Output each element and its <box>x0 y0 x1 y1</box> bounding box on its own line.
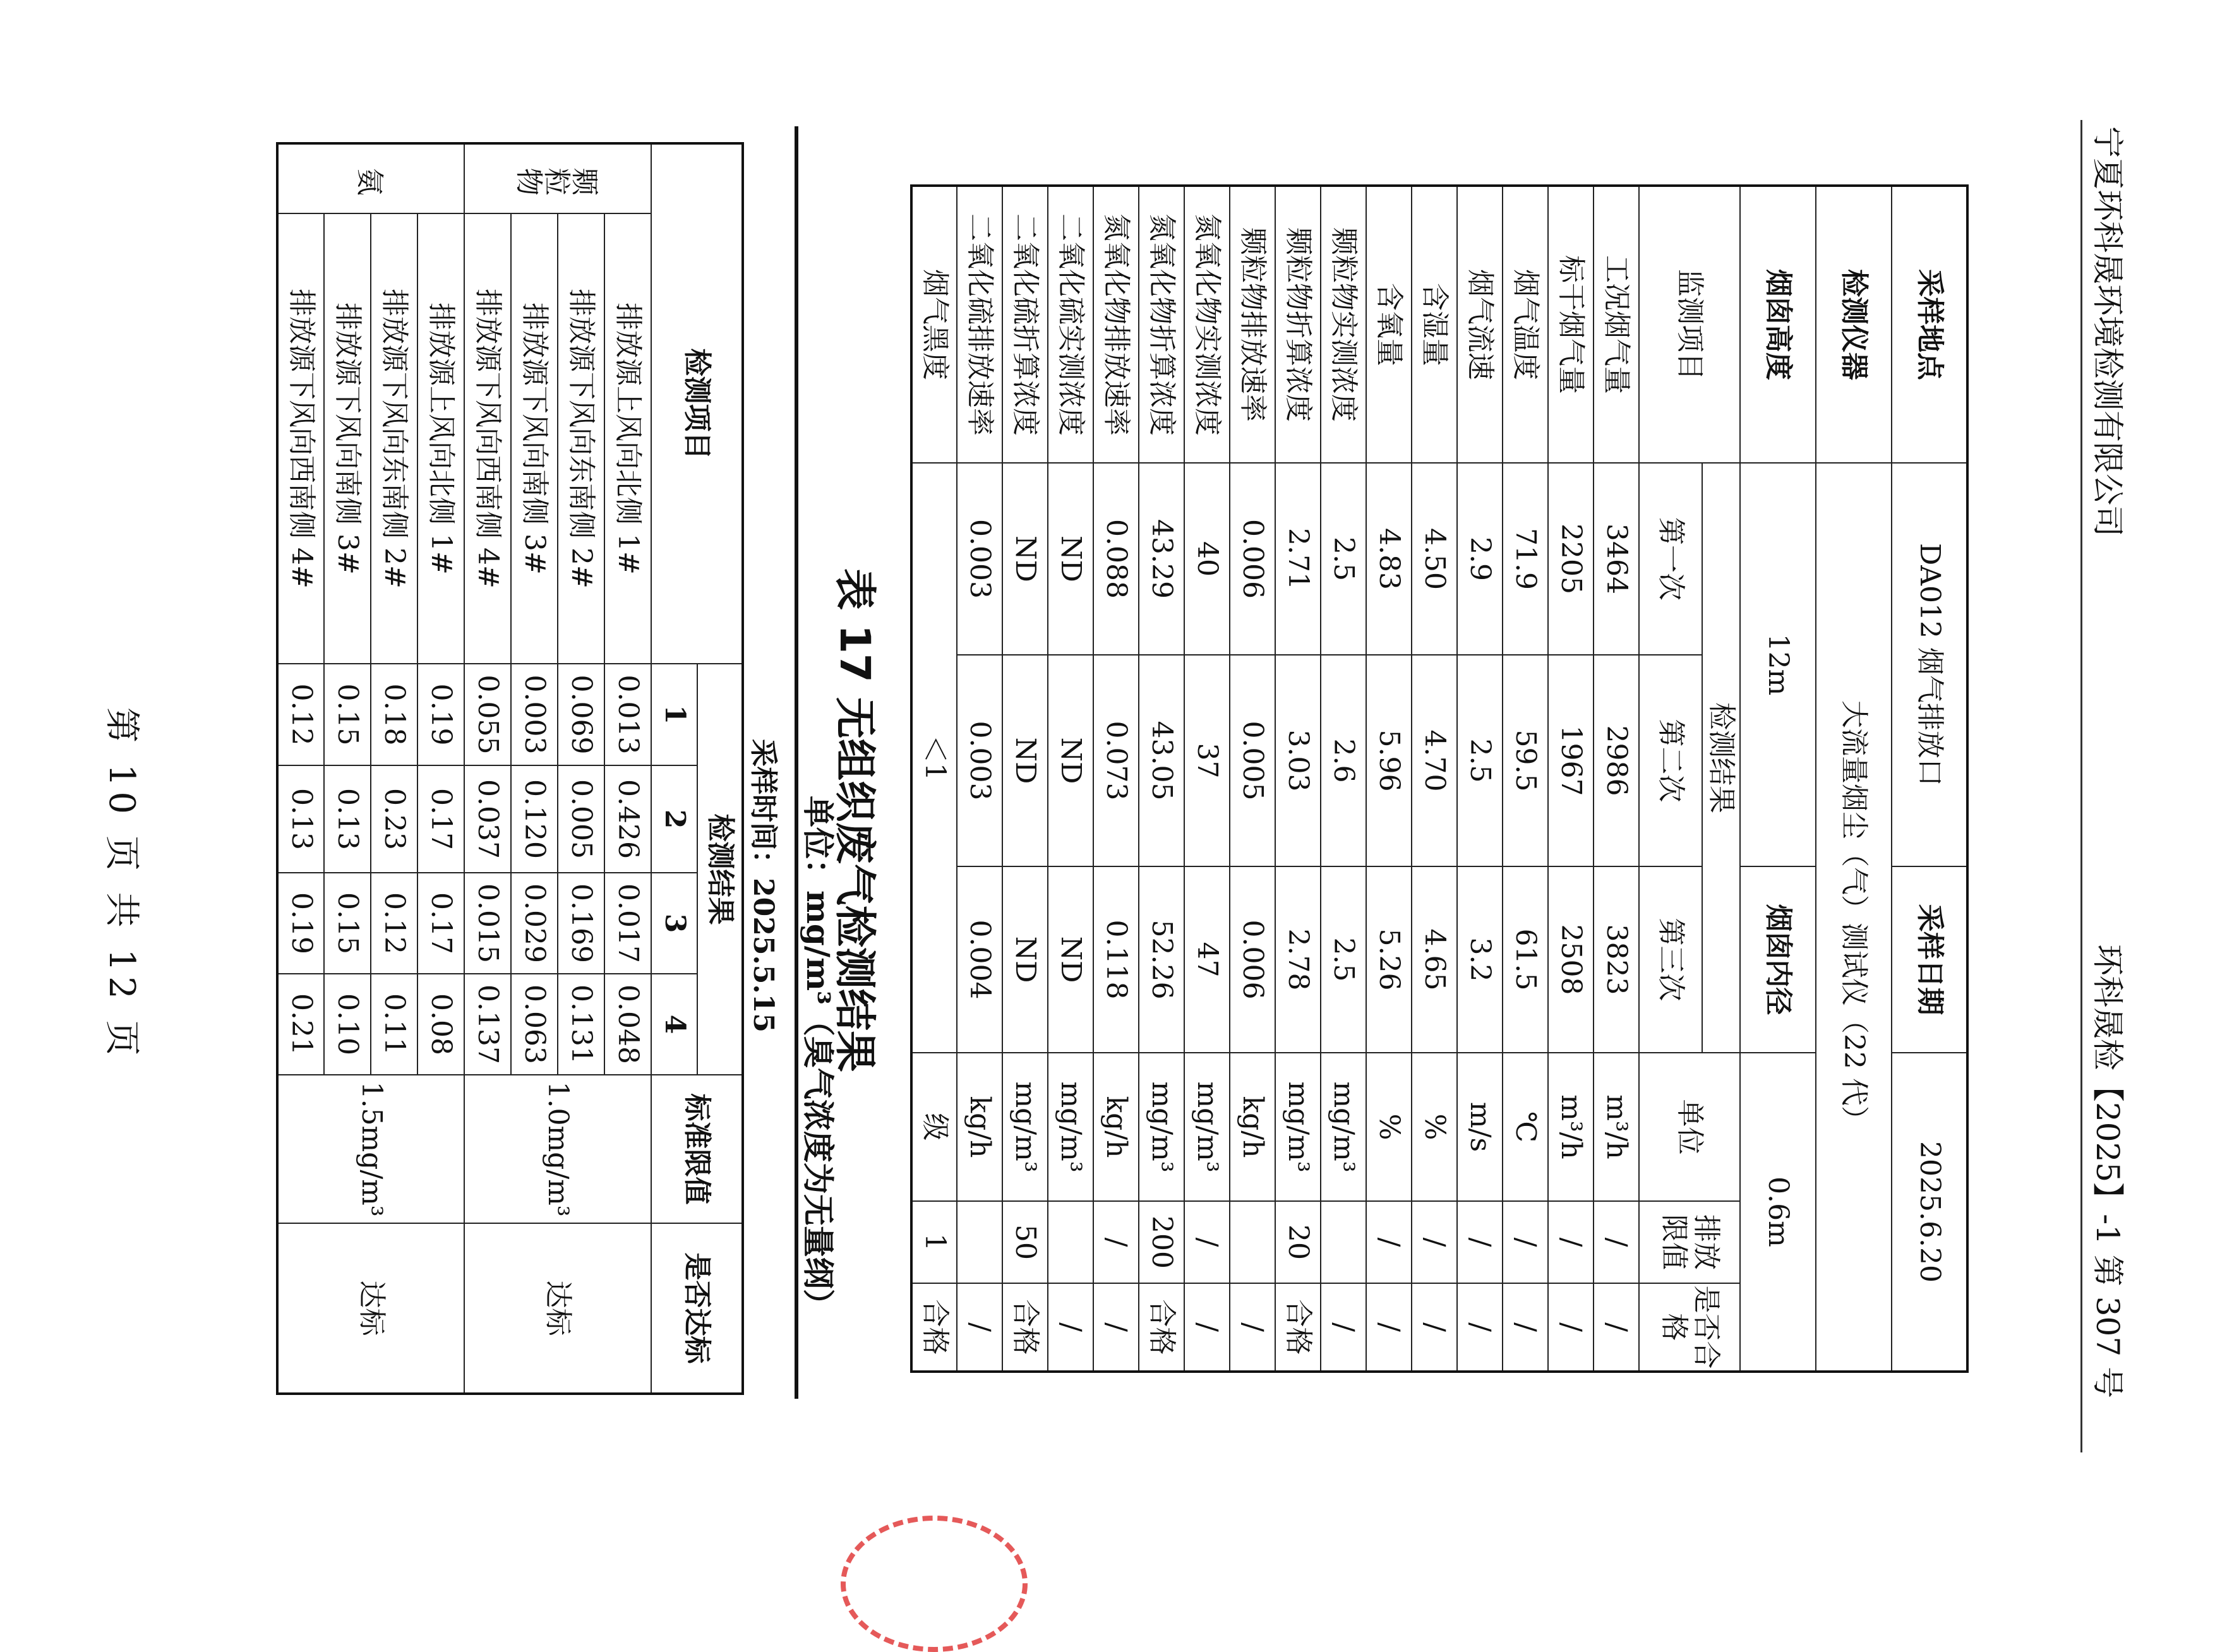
instrument-value: 大流量烟尘（气）测试仪（22 代） <box>1816 463 1892 1372</box>
run2-cell: 1967 <box>1548 655 1594 866</box>
t17-header-pass: 是否达标 <box>651 1223 743 1394</box>
pass-cell: 合格 <box>1002 1283 1048 1372</box>
table-row <box>1275 186 1321 1372</box>
pass-cell: / <box>1321 1283 1366 1372</box>
pass-cell: / <box>1230 1283 1275 1372</box>
run2-cell: 3.03 <box>1275 655 1321 866</box>
run1-cell: 4.83 <box>1366 463 1412 655</box>
run2-cell: 0.073 <box>1093 655 1139 866</box>
pass-cell: / <box>1412 1283 1457 1372</box>
value-cell: 0.10 <box>324 974 371 1075</box>
table-row <box>1184 186 1230 1372</box>
header-run1: 第一次 <box>1639 463 1702 655</box>
run2-cell: 2986 <box>1594 655 1639 866</box>
limit-cell: 20 <box>1275 1201 1321 1283</box>
value-cell: 0.017 <box>604 873 651 974</box>
table-row <box>911 186 957 1372</box>
header-run2: 第二次 <box>1639 655 1702 866</box>
value-cell: 0.23 <box>371 765 417 873</box>
report-number: 环科晟检【2025】-1 第 307 号 <box>2089 944 2126 1399</box>
site-label: 采样地点 <box>1892 186 1967 463</box>
item-cell: 二氧化硫实测浓度 <box>1048 186 1093 463</box>
run3-cell: ND <box>1002 866 1048 1053</box>
point-cell: 排放源下风向西南侧 4# <box>277 213 324 664</box>
value-cell: 0.19 <box>277 873 324 974</box>
run1-cell: 2.71 <box>1275 463 1321 655</box>
point-cell: 排放源下风向东南侧 2# <box>371 213 417 664</box>
point-cell: 排放源下风向东南侧 2# <box>558 213 604 664</box>
run3-cell: 47 <box>1184 866 1230 1053</box>
date-value: 2025.6.20 <box>1892 1053 1967 1372</box>
point-cell: 排放源下风向西南侧 4# <box>464 213 511 664</box>
unit-cell: mg/m³ <box>1048 1053 1093 1201</box>
unit-cell: kg/h <box>1093 1053 1139 1201</box>
unit-cell: m/s <box>1457 1053 1503 1201</box>
table-row <box>417 143 464 1394</box>
limit-cell <box>1048 1201 1093 1283</box>
run3-cell: 3823 <box>1594 866 1639 1053</box>
run3-cell: 61.5 <box>1503 866 1548 1053</box>
value-cell: 0.048 <box>604 974 651 1075</box>
run3-cell: 0.118 <box>1093 866 1139 1053</box>
item-cell: 含湿量 <box>1412 186 1457 463</box>
unit-cell: m³/h <box>1594 1053 1639 1201</box>
value-cell: 0.08 <box>417 974 464 1075</box>
run3-cell: ND <box>1048 866 1093 1053</box>
diameter-value: 0.6m <box>1740 1053 1816 1372</box>
t17-header-limit: 标准限值 <box>651 1075 743 1223</box>
pass-cell: / <box>1048 1283 1093 1372</box>
item-cell: 颗粒物排放速率 <box>1230 186 1275 463</box>
run1-cell: ND <box>1002 463 1048 655</box>
table-row <box>1548 186 1594 1372</box>
item-cell: 氮氧化物实测浓度 <box>1184 186 1230 463</box>
unit-cell: mg/m³ <box>1275 1053 1321 1201</box>
value-cell: 0.013 <box>604 664 651 765</box>
run1-cell: 43.29 <box>1139 463 1184 655</box>
table-row <box>1457 186 1503 1372</box>
item-cell: 烟气黑度 <box>911 186 957 463</box>
run3-cell: 0.006 <box>1230 866 1275 1053</box>
header-unit: 单位 <box>1639 1053 1740 1201</box>
header-pass: 是否合格 <box>1639 1283 1740 1372</box>
table17-unit-note: 单位：mg/m³（臭气浓度为无量纲） <box>800 796 837 1320</box>
pass-cell: / <box>1548 1283 1594 1372</box>
item-cell: 烟气流速 <box>1457 186 1503 463</box>
site-value: DA012 烟气排放口 <box>1892 463 1967 866</box>
value-cell: 0.17 <box>417 765 464 873</box>
value-cell: 0.12 <box>371 873 417 974</box>
item-cell: 标干烟气量 <box>1548 186 1594 463</box>
value-cell: 0.069 <box>558 664 604 765</box>
item-cell: 烟气温度 <box>1503 186 1548 463</box>
unit-cell: kg/h <box>1230 1053 1275 1201</box>
run1-cell: 0.088 <box>1093 463 1139 655</box>
company-name: 宁夏环科晟环境检测有限公司 <box>2089 126 2126 537</box>
table17-sample-time: 采样时间：2025.5.15 <box>747 739 779 1032</box>
run3-cell: 4.65 <box>1412 866 1457 1053</box>
limit-cell: / <box>1093 1201 1139 1283</box>
run1-cell: 4.50 <box>1412 463 1457 655</box>
table-row <box>1230 186 1275 1372</box>
limit-cell: / <box>1184 1201 1230 1283</box>
run2-cell: 0.005 <box>1230 655 1275 866</box>
item-cell: 氮氧化物折算浓度 <box>1139 186 1184 463</box>
header-limit: 排放限值 <box>1639 1201 1740 1283</box>
t17-header-c4: 4 <box>651 974 697 1075</box>
table-row <box>1321 186 1366 1372</box>
pass-cell: / <box>1503 1283 1548 1372</box>
value-cell: 0.21 <box>277 974 324 1075</box>
limit-cell: 200 <box>1139 1201 1184 1283</box>
value-cell: 0.19 <box>417 664 464 765</box>
value-cell: 0.015 <box>464 873 511 974</box>
group-label-cell: 颗粒物 <box>464 143 651 213</box>
unit-cell: % <box>1412 1053 1457 1201</box>
pass-cell: / <box>957 1283 1002 1372</box>
run1-cell: ND <box>1048 463 1093 655</box>
unit-cell: % <box>1366 1053 1412 1201</box>
group-label-cell: 氨 <box>277 143 464 213</box>
limit-cell: / <box>1548 1201 1594 1283</box>
limit-cell: / <box>1412 1201 1457 1283</box>
run3-cell: 0.004 <box>957 866 1002 1053</box>
run2-cell: 59.5 <box>1503 655 1548 866</box>
value-cell: 0.003 <box>511 664 558 765</box>
t17-header-results: 检测结果 <box>697 664 743 1075</box>
run3-cell: 2.78 <box>1275 866 1321 1053</box>
header-item: 监测项目 <box>1639 186 1740 463</box>
unit-cell: mg/m³ <box>1139 1053 1184 1201</box>
limit-cell: 1 <box>911 1201 957 1283</box>
limit-cell: 1.0mg/m³ <box>464 1075 651 1223</box>
result-merged-cell: ＜1 <box>911 463 957 1053</box>
run2-cell: 4.70 <box>1412 655 1457 866</box>
run1-cell: 0.006 <box>1230 463 1275 655</box>
table-row <box>957 186 1002 1372</box>
pass-cell: / <box>1093 1283 1139 1372</box>
run3-cell: 52.26 <box>1139 866 1184 1053</box>
table-row <box>1594 186 1639 1372</box>
unit-cell: mg/m³ <box>1184 1053 1230 1201</box>
run1-cell: 0.003 <box>957 463 1002 655</box>
value-cell: 0.063 <box>511 974 558 1075</box>
limit-cell: 50 <box>1002 1201 1048 1283</box>
value-cell: 0.055 <box>464 664 511 765</box>
value-cell: 0.13 <box>277 765 324 873</box>
run1-cell: 2205 <box>1548 463 1594 655</box>
value-cell: 0.169 <box>558 873 604 974</box>
run1-cell: 2.5 <box>1321 463 1366 655</box>
item-cell: 工况烟气量 <box>1594 186 1639 463</box>
header-run3: 第三次 <box>1639 866 1702 1053</box>
pass-cell: 合格 <box>1275 1283 1321 1372</box>
run3-cell: 2.5 <box>1321 866 1366 1053</box>
value-cell: 0.005 <box>558 765 604 873</box>
run1-cell: 71.9 <box>1503 463 1548 655</box>
unit-cell: mg/m³ <box>1321 1053 1366 1201</box>
pass-cell: / <box>1184 1283 1230 1372</box>
limit-cell: / <box>1503 1201 1548 1283</box>
pass-cell: / <box>1594 1283 1639 1372</box>
fugitive-emission-table <box>276 142 744 1395</box>
table-row <box>1366 186 1412 1372</box>
item-cell: 含氧量 <box>1366 186 1412 463</box>
limit-cell: / <box>1594 1201 1639 1283</box>
page-number: 第 10 页 共 12 页 <box>101 707 142 1061</box>
value-cell: 0.131 <box>558 974 604 1075</box>
limit-cell: / <box>1457 1201 1503 1283</box>
red-seal-stamp <box>841 1516 1028 1652</box>
unit-cell: ℃ <box>1503 1053 1548 1201</box>
item-cell: 氮氧化物排放速率 <box>1093 186 1139 463</box>
pass-cell: / <box>1457 1283 1503 1372</box>
table-row <box>1002 186 1048 1372</box>
run2-cell: 2.5 <box>1457 655 1503 866</box>
pass-cell: 达标 <box>277 1223 464 1394</box>
item-cell: 二氧化硫排放速率 <box>957 186 1002 463</box>
run1-cell: 40 <box>1184 463 1230 655</box>
value-cell: 0.17 <box>417 873 464 974</box>
t17-header-c1: 1 <box>651 664 697 765</box>
value-cell: 0.029 <box>511 873 558 974</box>
limit-cell <box>957 1201 1002 1283</box>
pass-cell: 达标 <box>464 1223 651 1394</box>
pass-cell: 合格 <box>911 1283 957 1372</box>
point-cell: 排放源下风向南侧 3# <box>324 213 371 664</box>
run1-cell: 2.9 <box>1457 463 1503 655</box>
point-cell: 排放源上风向北侧 1# <box>417 213 464 664</box>
unit-cell: mg/m³ <box>1002 1053 1048 1201</box>
run2-cell: 0.003 <box>957 655 1002 866</box>
point-cell: 排放源下风向南侧 3# <box>511 213 558 664</box>
unit-cell: 级 <box>911 1053 957 1201</box>
value-cell: 0.13 <box>324 765 371 873</box>
header-divider <box>2080 120 2082 1452</box>
t17-header-item: 检测项目 <box>651 143 743 664</box>
diameter-label: 烟囱内径 <box>1740 866 1816 1053</box>
value-cell: 0.12 <box>277 664 324 765</box>
item-cell: 颗粒物折算浓度 <box>1275 186 1321 463</box>
value-cell: 0.137 <box>464 974 511 1075</box>
stack-emission-table <box>910 184 1969 1373</box>
instrument-label: 检测仪器 <box>1816 186 1892 463</box>
value-cell: 0.18 <box>371 664 417 765</box>
value-cell: 0.120 <box>511 765 558 873</box>
value-cell: 0.11 <box>371 974 417 1075</box>
header-results: 检测结果 <box>1702 463 1740 1053</box>
limit-cell <box>1230 1201 1275 1283</box>
limit-cell: / <box>1366 1201 1412 1283</box>
value-cell: 0.15 <box>324 664 371 765</box>
run2-cell: ND <box>1048 655 1093 866</box>
table-row <box>1139 186 1184 1372</box>
run1-cell: 3464 <box>1594 463 1639 655</box>
table-row <box>1503 186 1548 1372</box>
date-label: 采样日期 <box>1892 866 1967 1053</box>
run2-cell: 37 <box>1184 655 1230 866</box>
run3-cell: 2508 <box>1548 866 1594 1053</box>
t17-header-c2: 2 <box>651 765 697 873</box>
limit-cell: 1.5mg/m³ <box>277 1075 464 1223</box>
item-cell: 颗粒物实测浓度 <box>1321 186 1366 463</box>
table-row <box>1093 186 1139 1372</box>
point-cell: 排放源上风向北侧 1# <box>604 213 651 664</box>
item-cell: 二氧化硫折算浓度 <box>1002 186 1048 463</box>
unit-cell: m³/h <box>1548 1053 1594 1201</box>
t17-header-c3: 3 <box>651 873 697 974</box>
height-value: 12m <box>1740 463 1816 866</box>
pass-cell: / <box>1366 1283 1412 1372</box>
run2-cell: 43.05 <box>1139 655 1184 866</box>
run3-cell: 3.2 <box>1457 866 1503 1053</box>
height-label: 烟囱高度 <box>1740 186 1816 463</box>
table17-title: 表 17 无组织废气检测结果 <box>831 568 879 1072</box>
value-cell: 0.037 <box>464 765 511 873</box>
table-row <box>604 143 651 1394</box>
table-row <box>1412 186 1457 1372</box>
run2-cell: ND <box>1002 655 1048 866</box>
limit-cell <box>1321 1201 1366 1283</box>
pass-cell: 合格 <box>1139 1283 1184 1372</box>
run2-cell: 2.6 <box>1321 655 1366 866</box>
run2-cell: 5.96 <box>1366 655 1412 866</box>
value-cell: 0.15 <box>324 873 371 974</box>
unit-cell: kg/h <box>957 1053 1002 1201</box>
value-cell: 0.426 <box>604 765 651 873</box>
run3-cell: 5.26 <box>1366 866 1412 1053</box>
table-row <box>1048 186 1093 1372</box>
